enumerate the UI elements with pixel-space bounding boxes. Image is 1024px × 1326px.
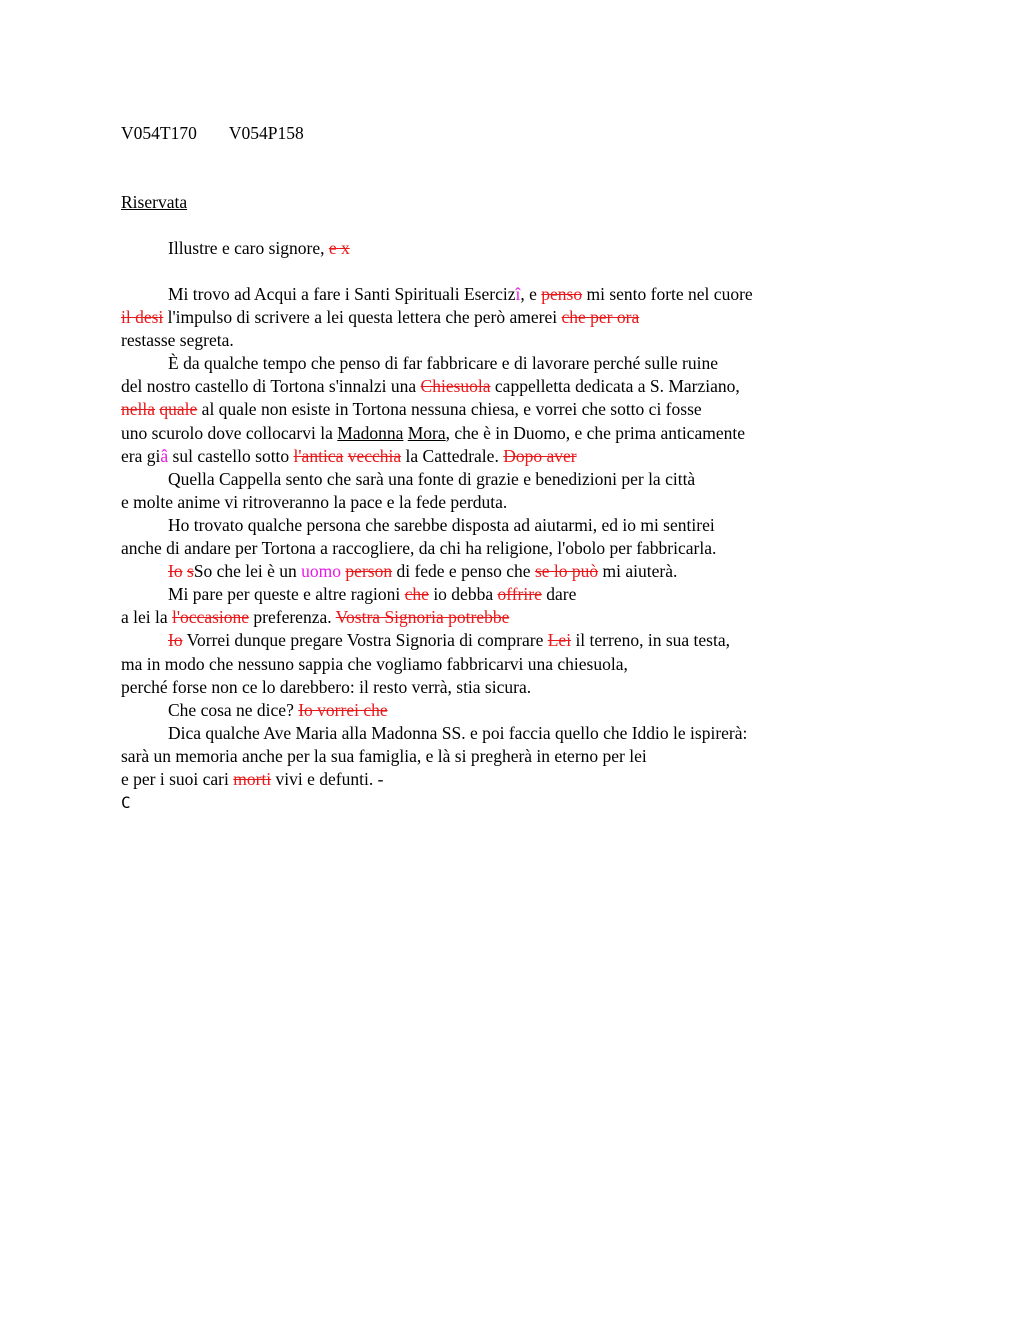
text-segment: era gi bbox=[121, 445, 161, 466]
text-segment: al quale non esiste in Tortona nessuna chiesa, e vorrei che sotto ci fosse bbox=[197, 399, 702, 420]
text-segment: uno scurolo dove collocarvi la bbox=[121, 422, 338, 443]
text-line bbox=[121, 768, 881, 791]
text-line bbox=[121, 422, 881, 445]
text-line bbox=[121, 283, 881, 306]
text-segment: io debba bbox=[428, 584, 498, 605]
text-line: ma in modo che nessuno sappia che vogliamo fabbricarvi una chiesuola, bbox=[121, 653, 628, 674]
text-segment: , e bbox=[520, 284, 542, 304]
deleted-text: Dopo aver bbox=[503, 445, 577, 466]
salutation-text: Illustre e caro signore, bbox=[168, 238, 329, 258]
text-segment: So che lei è un bbox=[193, 561, 302, 582]
text-segment: Vorrei dunque pregare Vostra Signoria di comprare bbox=[182, 630, 548, 651]
text-line: È da qualche tempo che penso di far fabbricare e di lavorare perché sulle ruine bbox=[168, 353, 719, 374]
text-line: Dica qualche Ave Maria alla Madonna SS. e poi faccia quello che Iddio le ispirerà: bbox=[168, 722, 748, 743]
text-line: perché forse non ce lo darebbero: il resto verrà, stia sicura. bbox=[121, 676, 532, 697]
text-line: anche di andare per Tortona a raccogliere, da chi ha religione, l'obolo per fabbricarla. bbox=[121, 538, 717, 559]
text-segment: vivi e defunti. - bbox=[271, 768, 384, 789]
text-segment: del nostro castello di Tortona s'innalzi una bbox=[121, 376, 421, 397]
page-code: V054P158 bbox=[228, 123, 304, 143]
text-line: e molte anime vi ritroveranno la pace e la fede perduta. bbox=[121, 491, 508, 512]
text-segment: , che è in Duomo, e che prima anticamente bbox=[445, 422, 745, 443]
deleted-text: Io bbox=[168, 561, 183, 582]
deleted-text: offrire bbox=[497, 584, 542, 605]
text-segment: cappelletta dedicata a S. Marziano, bbox=[490, 376, 740, 397]
deleted-text: Io vorrei che bbox=[298, 699, 388, 720]
text-line bbox=[121, 375, 881, 398]
text-line bbox=[121, 629, 881, 652]
deleted-text: Vostra Signoria potrebbe bbox=[335, 607, 510, 628]
text-segment: mi sento forte nel cuore bbox=[582, 284, 753, 304]
underlined-text: Madonna bbox=[337, 422, 404, 443]
text-line bbox=[121, 583, 881, 606]
text-segment: il terreno, in sua testa, bbox=[571, 630, 730, 651]
deleted-text: e x bbox=[328, 238, 350, 258]
text-segment: e per i suoi cari bbox=[121, 768, 234, 789]
text-segment: mi aiuterà. bbox=[598, 561, 678, 582]
inserted-text: uomo bbox=[301, 561, 342, 582]
text-line: Quella Cappella sento che sarà una fonte di grazie e benedizioni per la città bbox=[168, 468, 696, 489]
text-segment: preferenza. bbox=[249, 607, 336, 628]
deleted-text: che per ora bbox=[561, 307, 640, 328]
deleted-text: Lei bbox=[547, 630, 572, 651]
deleted-text: l'occasione bbox=[172, 607, 250, 628]
text-line: Ho trovato qualche persona che sarebbe disposta ad aiutarmi, ed io mi sentirei bbox=[168, 514, 715, 535]
text-segment: Mi trovo ad Acqui a fare i Santi Spirituali Eserciz bbox=[168, 284, 516, 304]
riservata-label: Riservata bbox=[121, 192, 188, 212]
deleted-text: morti bbox=[233, 768, 272, 789]
deleted-text: Io bbox=[168, 630, 183, 651]
text-line: restasse segreta. bbox=[121, 330, 234, 351]
deleted-text: l'antica bbox=[293, 445, 344, 466]
text-segment: Mi pare per queste e altre ragioni bbox=[168, 584, 405, 605]
underlined-text: Mora bbox=[407, 422, 446, 443]
text-line bbox=[121, 560, 881, 583]
text-segment: l'impulso di scrivere a lei questa lettera che però amerei bbox=[163, 307, 562, 328]
text-segment: di fede e penso che bbox=[392, 561, 535, 582]
letter-body bbox=[121, 283, 881, 814]
deleted-text: quale bbox=[159, 399, 198, 420]
text-segment: la Cattedrale. bbox=[401, 445, 504, 466]
deleted-text: Chiesuola bbox=[420, 376, 491, 397]
text-segment: a lei la bbox=[121, 607, 173, 628]
text-line bbox=[121, 306, 881, 329]
deleted-text: se lo può bbox=[534, 561, 599, 582]
deleted-text: che bbox=[404, 584, 429, 605]
text-line: sarà un memoria anche per la sua famiglia, e là si pregherà in eterno per lei bbox=[121, 745, 647, 766]
document-header bbox=[121, 122, 336, 144]
deleted-text: penso bbox=[541, 284, 583, 304]
text-line: C bbox=[121, 793, 131, 813]
text-line bbox=[121, 606, 881, 629]
volume-code: V054T170 bbox=[121, 123, 197, 143]
text-segment: Che cosa ne dice? bbox=[168, 699, 299, 720]
text-line bbox=[121, 398, 881, 421]
text-line bbox=[121, 699, 881, 722]
deleted-text: vecchia bbox=[347, 445, 402, 466]
deleted-text: person bbox=[345, 561, 393, 582]
deleted-text: il desi bbox=[121, 307, 164, 328]
inserted-text: î bbox=[515, 284, 521, 304]
text-segment: sul castello sotto bbox=[168, 445, 294, 466]
inserted-text: â bbox=[160, 445, 169, 466]
text-line bbox=[121, 445, 881, 468]
deleted-text: s bbox=[186, 561, 194, 582]
deleted-text: nella bbox=[121, 399, 156, 420]
text-segment: dare bbox=[541, 584, 577, 605]
salutation bbox=[168, 237, 350, 259]
